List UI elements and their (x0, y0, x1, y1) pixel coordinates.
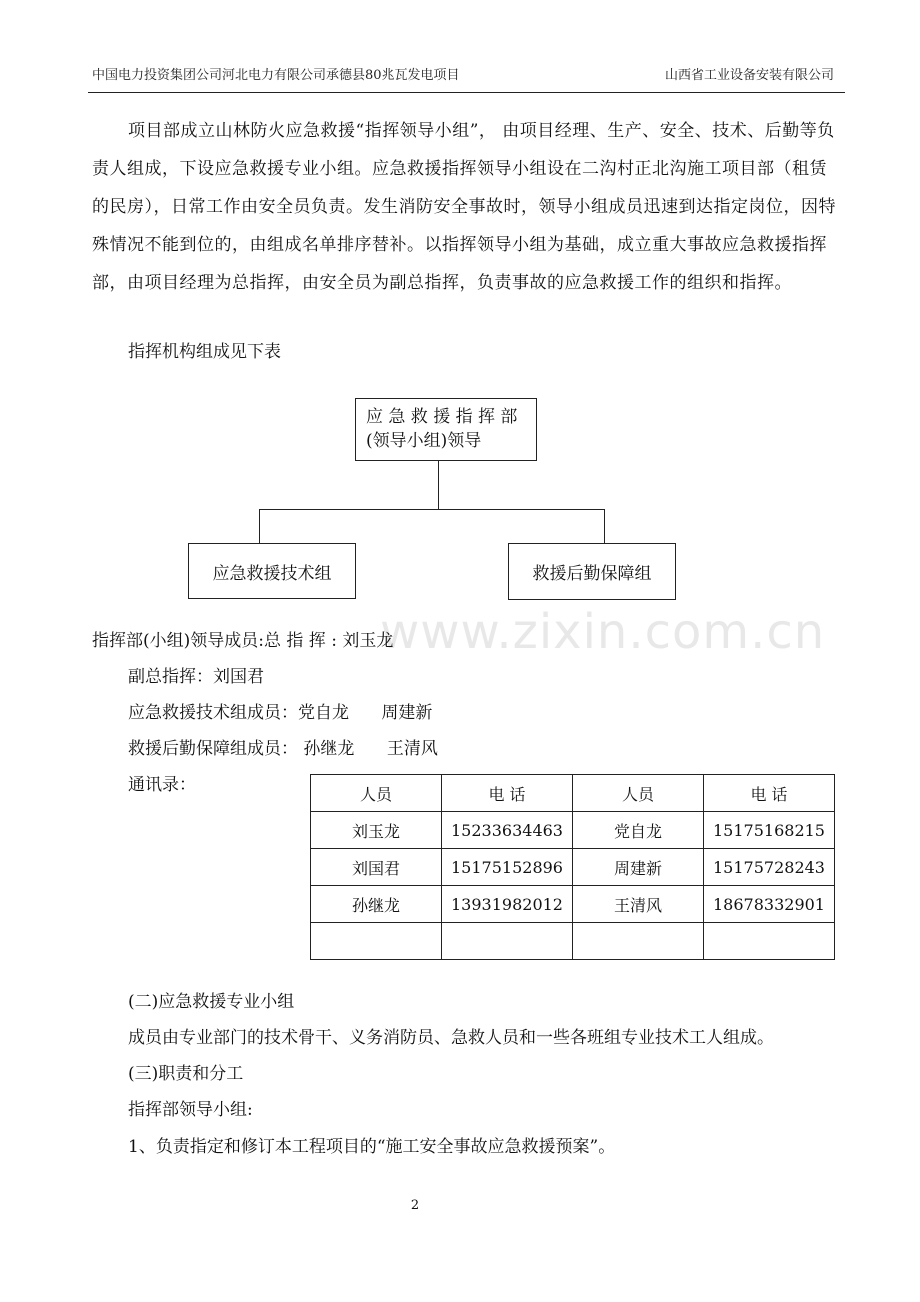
intro-paragraph: 项目部成立山林防火应急救援“指挥领导小组”， 由项目经理、生产、安全、技术、后勤等负责人组成，下设应急救援专业小组。应急救援指挥领导小组设在二沟村正北沟施工项目部（租赁的民房），日常工作由安全员负责。发生消防安全事故时，领导小组成员迅速到达指定岗位，因特殊情况不能到位的，由组成名单排序替补。以指挥领导小组为基础，成立重大事故应急救援指挥部，由项目经理为总指挥，由安全员为副总指挥，负责事故的应急救援工作的组织和指挥。 (92, 121, 836, 293)
org-connector-vertical (438, 461, 439, 510)
table-cell: 刘国君 (311, 849, 442, 886)
org-chart-left-box: 应急救援技术组 (188, 543, 356, 599)
table-cell: 15175728243 (704, 849, 835, 886)
table-cell (573, 923, 704, 960)
section2-title: (二)应急救援专业小组 (128, 992, 295, 1012)
table-cell: 党自龙 (573, 812, 704, 849)
table-cell: 周建新 (573, 849, 704, 886)
table-row (311, 923, 835, 960)
org-connector-right (604, 509, 605, 543)
org-caption: 指挥机构组成见下表 (128, 342, 281, 362)
page-number: 2 (410, 1198, 420, 1213)
org-chart-top-box (355, 398, 537, 461)
table-cell: 13931982012 (442, 886, 573, 923)
table-header-cell: 人员 (311, 775, 442, 812)
table-cell (311, 923, 442, 960)
section2-text: 成员由专业部门的技术骨干、义务消防员、急救人员和一些各班组专业技术工人组成。 (128, 1028, 774, 1048)
org-top-line2: (领导小组)领导 (366, 431, 482, 451)
table-cell: 18678332901 (704, 886, 835, 923)
section3-item-1: 1、负责指定和修订本工程项目的“施工安全事故应急救援预案”。 (128, 1137, 616, 1157)
org-connector-left (259, 509, 260, 543)
members-logistics: 救援后勤保障组成员： 孙继龙 王清风 (128, 739, 438, 759)
table-cell: 15233634463 (442, 812, 573, 849)
header-left: 中国电力投资集团公司河北电力有限公司承德县80兆瓦发电项目 (92, 68, 460, 83)
table-cell (704, 923, 835, 960)
org-chart-right-box: 救援后勤保障组 (508, 543, 676, 600)
section3-subtitle: 指挥部领导小组: (128, 1100, 253, 1120)
table-row (311, 849, 835, 886)
header-right: 山西省工业设备安装有限公司 (664, 68, 834, 83)
table-cell: 孙继龙 (311, 886, 442, 923)
table-row (311, 886, 835, 923)
header-rule (88, 92, 845, 93)
org-connector-horizontal (259, 509, 605, 510)
table-cell: 15175168215 (704, 812, 835, 849)
contacts-table (310, 774, 835, 960)
members-leader: 指挥部(小组)领导成员:总 指 挥 : 刘玉龙 (92, 631, 394, 651)
table-row (311, 812, 835, 849)
contacts-label: 通讯录： (128, 775, 196, 795)
table-header-row (311, 775, 835, 812)
table-header-cell: 人员 (573, 775, 704, 812)
table-cell (442, 923, 573, 960)
table-cell: 刘玉龙 (311, 812, 442, 849)
members-deputy: 副总指挥：刘国君 (128, 667, 264, 687)
table-header-cell: 电 话 (704, 775, 835, 812)
watermark: www.zixin.com.cn (380, 604, 826, 660)
section3-title: (三)职责和分工 (128, 1064, 244, 1084)
org-top-line1: 应 急 救 援 指 挥 部 (366, 407, 518, 427)
table-cell: 王清风 (573, 886, 704, 923)
table-header-cell: 电 话 (442, 775, 573, 812)
members-tech: 应急救援技术组成员：党自龙 周建新 (128, 703, 433, 723)
table-cell: 15175152896 (442, 849, 573, 886)
